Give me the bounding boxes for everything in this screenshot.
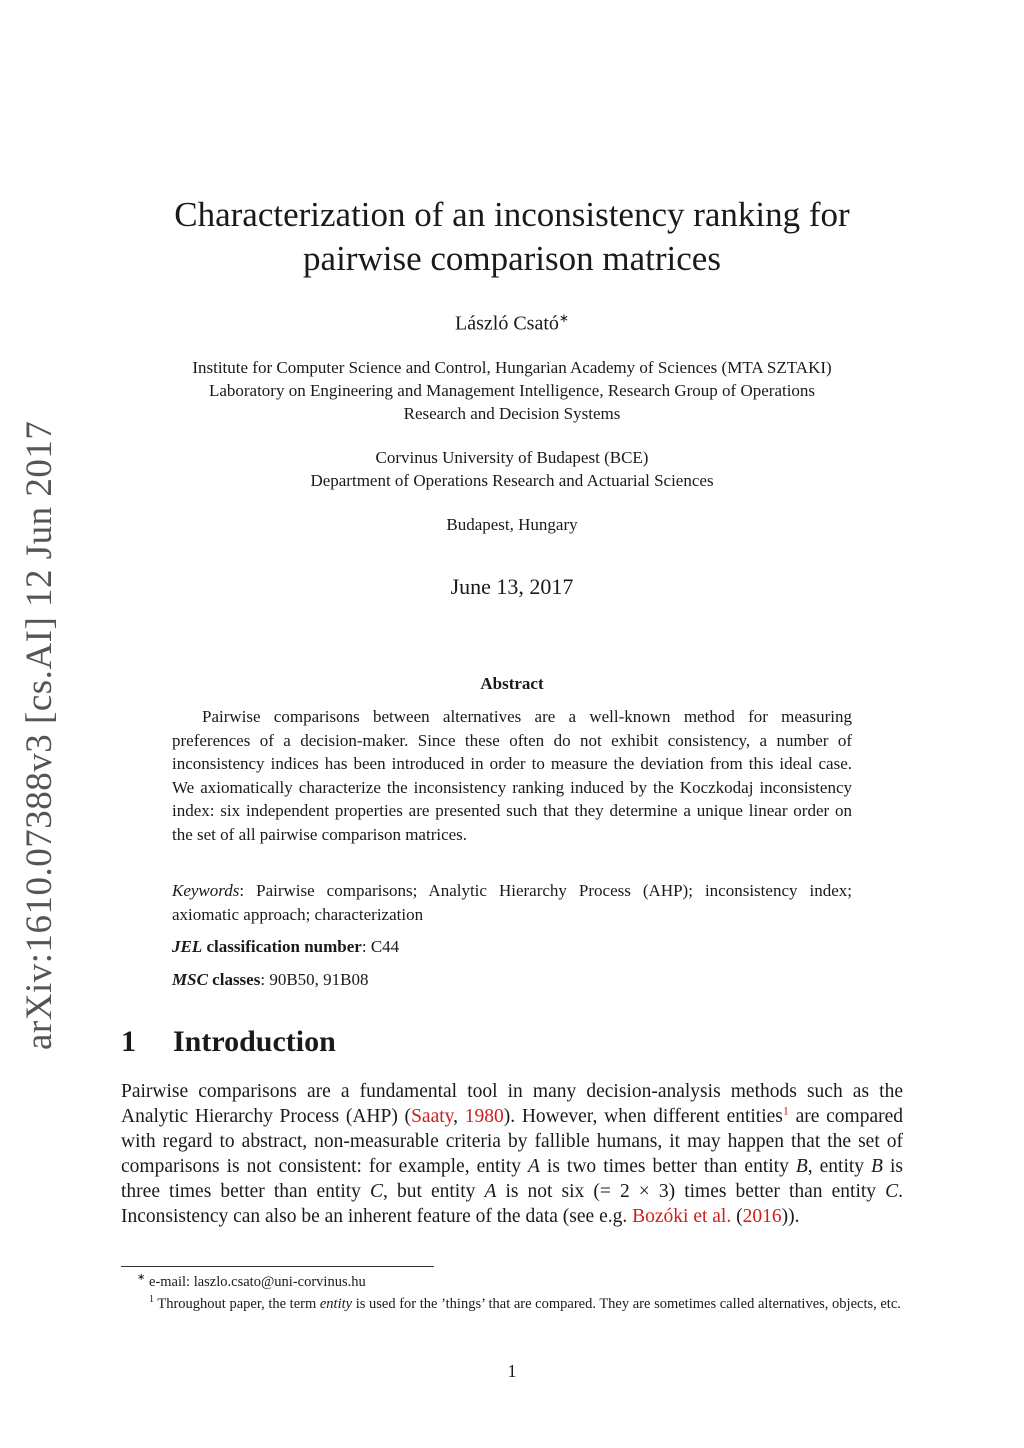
variable-b: B <box>871 1156 883 1177</box>
intro-text: is two times better than entity <box>539 1156 796 1177</box>
affiliation-university <box>0 446 1024 492</box>
variable-c: C <box>370 1181 384 1202</box>
footnote-entity <box>121 1290 903 1314</box>
variable-b: B <box>795 1156 808 1177</box>
title-line-1: Characterization of an inconsistency ranking for <box>174 195 850 234</box>
paper-title <box>0 193 1024 281</box>
variable-a: A <box>528 1156 540 1177</box>
footnote-email <box>121 1268 903 1292</box>
keywords: Keywords: Pairwise comparisons; Analytic Hierarchy Process (AHP); inconsistency index; axiomatic approach; characterization <box>172 881 852 924</box>
affiliation-line: Laboratory on Engineering and Management Intelligence, Research Group of Operations <box>208 381 816 400</box>
intro-text: )). <box>781 1206 800 1227</box>
keywords-label: Keywords <box>172 881 240 900</box>
citation-author: Saaty <box>411 1106 454 1127</box>
footnote-text: is used for the ’things’ that are compared. They are sometimes called alternatives, objects, etc. <box>352 1295 901 1312</box>
footnote-mark: ∗ <box>137 1272 146 1283</box>
keywords-text: Pairwise comparisons; Analytic Hierarchy Process (AHP); inconsistency index; axiomatic approach; characterization <box>172 881 852 924</box>
intro-text: is not six (= 2 × 3) times better than entity <box>496 1181 886 1202</box>
affiliation-line: Research and Decision Systems <box>403 404 621 423</box>
intro-text: , but entity <box>383 1181 485 1202</box>
intro-text: , entity <box>807 1156 872 1177</box>
jel-label: classification number <box>202 937 362 956</box>
jel-label-italic: JEL <box>172 937 203 956</box>
section-heading <box>121 1025 336 1059</box>
msc-label-italic: MSC <box>172 970 208 989</box>
author-name: László Csató <box>455 312 559 335</box>
affiliation-line: Institute for Computer Science and Control, Hungarian Academy of Sciences (MTA SZTAKI) <box>192 358 832 377</box>
date: June 13, 2017 <box>450 574 574 599</box>
intro-text: Pairwise comparisons are a fundamental tool in many decision-analysis methods such as the Analytic Hierarchy Process (AHP) ( <box>121 1081 903 1127</box>
msc-value: 90B50, 91B08 <box>269 970 369 989</box>
jel-classification: JEL classification number: C44 <box>172 937 400 956</box>
footnote-text: Throughout paper, the term <box>157 1295 320 1312</box>
abstract-heading: Abstract <box>480 674 544 693</box>
citation-year-2016[interactable]: 2016 <box>742 1206 782 1227</box>
variable-a: A <box>484 1181 497 1202</box>
intro-paragraph: Pairwise comparisons are a fundamental tool in many decision-analysis methods such as the Analytic Hierarchy Process (AHP) (Saaty, 1980). However, when different entities$^1$ are compared with regard to abstract, non-measurable criteria by fallible humans, it may happen that the set of comparisons is not consistent: for example, entity A is two times better than entity B, entity B is three times better than entity C, but entity A is not six (= 2 × 3) times better than entity C. Inconsistency can also be an inherent feature of the data (see e.g. Bozóki et al. (2016)). <box>121 1081 904 1227</box>
footnote-rule <box>121 1266 434 1267</box>
abstract-text: Pairwise comparisons between alternatives are a well-known method for measuring preferences of a decision-maker. Since these often do not exhibit consistency, a number of inconsistency indices has been introduced in order to measure the deviation from this ideal case. We axiomatically characterize the inconsistency ranking induced by the Koczkodaj inconsistency index: six independent properties are presented such that they determine a unique linear order on the set of all pairwise comparison matrices. <box>172 707 852 844</box>
section-number: 1 <box>121 1025 136 1058</box>
section-title: Introduction <box>173 1025 336 1058</box>
intro-text: . Inconsistency can also be an inherent feature of the data (see e.g. <box>121 1181 904 1227</box>
location: Budapest, Hungary <box>446 515 578 534</box>
author <box>0 311 1024 336</box>
affiliation-institute <box>0 356 1024 425</box>
affiliation-line: Corvinus University of Budapest (BCE) <box>375 448 649 467</box>
citation-saaty[interactable] <box>411 1106 453 1127</box>
intro-text: ). However, when different entities <box>503 1106 783 1127</box>
msc-label: classes <box>207 970 261 989</box>
jel-value: C44 <box>370 937 400 956</box>
author-footnote-mark: ∗ <box>558 311 569 325</box>
arxiv-identifier: arXiv:1610.07388v3 [cs.AI] 12 Jun 2017 <box>19 420 60 1050</box>
intro-text: , <box>453 1106 465 1127</box>
msc-classes: MSC classes: 90B50, 91B08 <box>172 970 369 989</box>
variable-c: C <box>885 1181 899 1202</box>
title-line-2: pairwise comparison matrices <box>303 239 721 278</box>
intro-text: are compared with regard to abstract, non-measurable criteria by fallible humans, it may happen that the set of comparisons is not consistent: for example, entity <box>121 1106 904 1177</box>
citation-year-1980[interactable]: 1980 <box>464 1106 504 1127</box>
footnote-term: entity <box>319 1295 353 1312</box>
footnote-text: e-mail: laszlo.csato@uni-corvinus.hu <box>149 1273 366 1290</box>
page-number: 1 <box>507 1361 517 1381</box>
footnote-link-1[interactable]: 1 <box>782 1103 789 1118</box>
citation-bozoki[interactable]: Bozóki et al. <box>632 1206 732 1227</box>
intro-text: is three times better than entity <box>121 1156 903 1202</box>
footnote-mark: 1 <box>149 1294 154 1305</box>
affiliation-line: Department of Operations Research and Actuarial Sciences <box>310 471 714 490</box>
